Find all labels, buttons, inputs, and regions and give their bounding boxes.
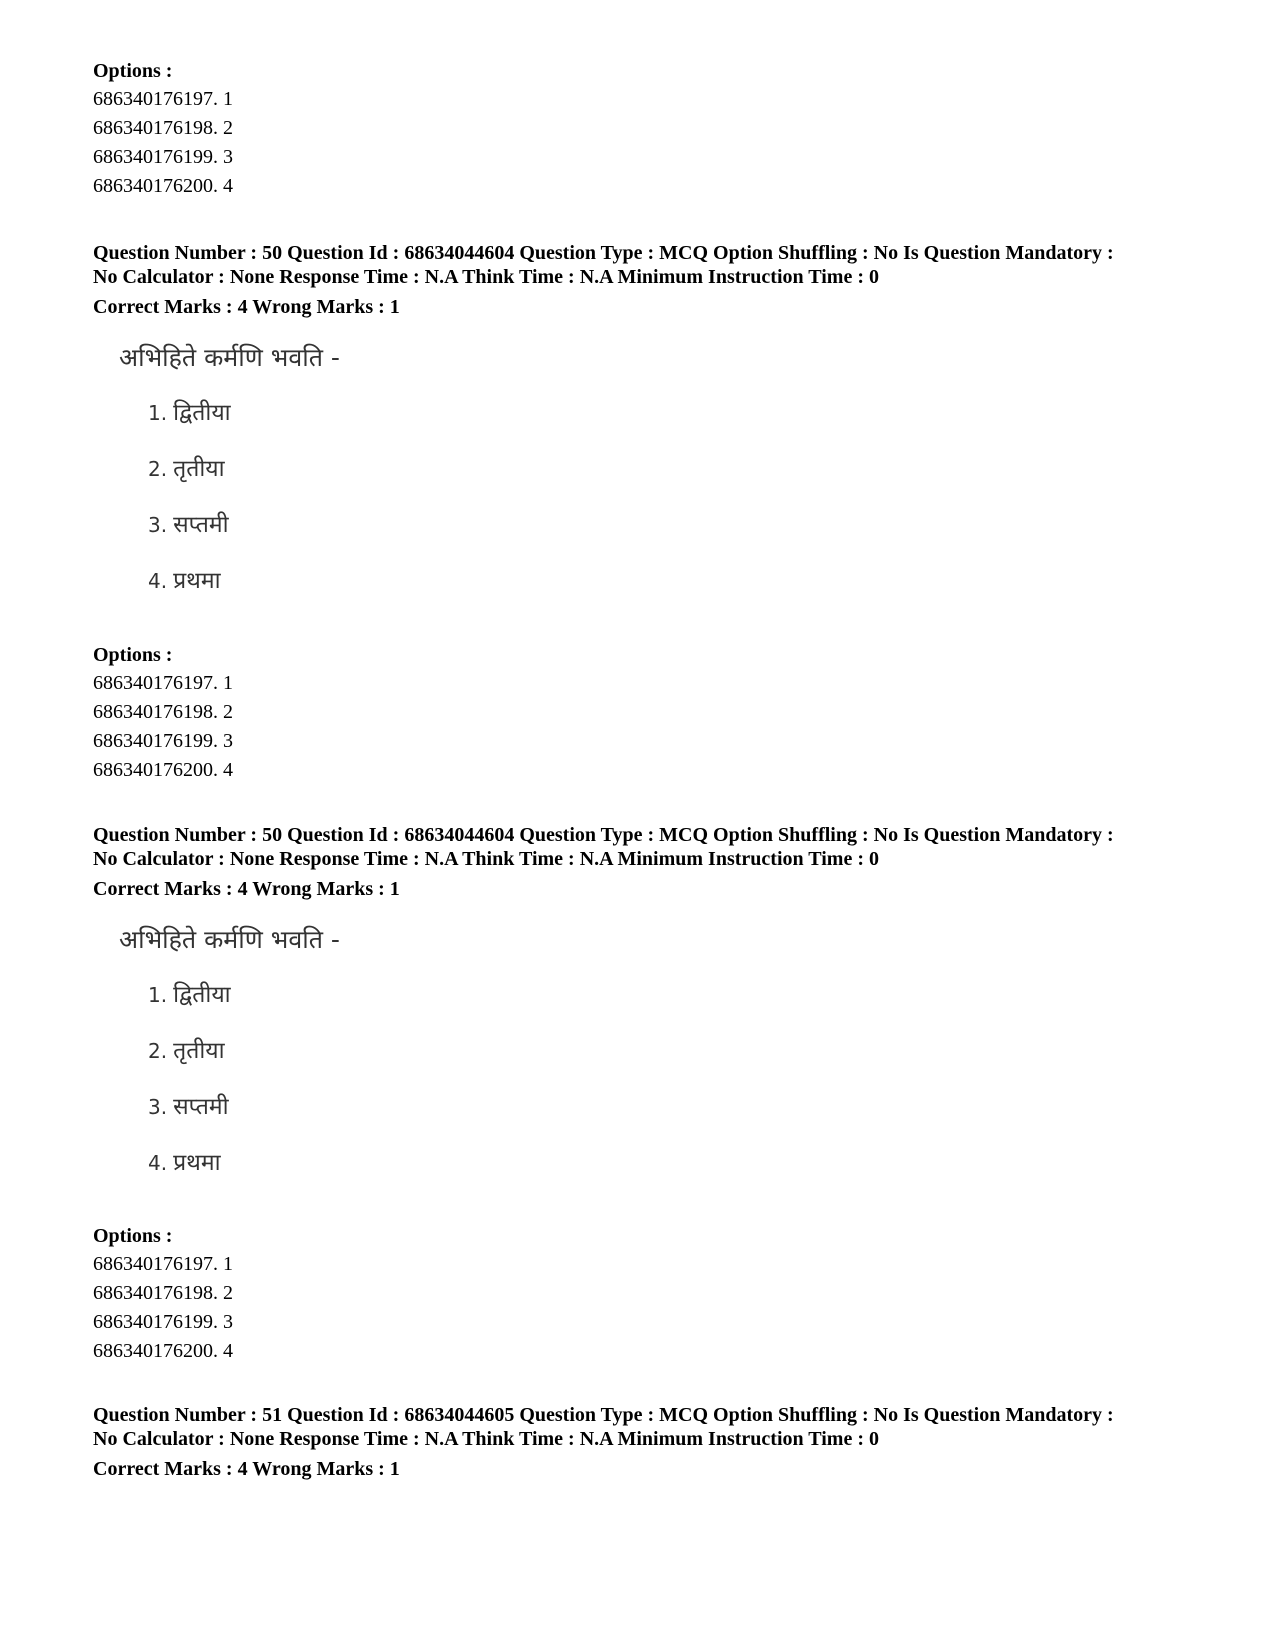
question-image	[93, 923, 393, 1213]
option-item: 686340176199. 3	[93, 1311, 233, 1333]
options-block	[93, 57, 1203, 201]
question-image	[93, 341, 393, 631]
choice-text: तृतीया	[173, 1038, 225, 1064]
question-choice	[148, 1035, 225, 1067]
choice-number: 1.	[148, 401, 168, 425]
option-item: 686340176199. 3	[93, 146, 233, 168]
choice-text: सप्तमी	[173, 1094, 229, 1120]
option-item: 686340176197. 1	[93, 88, 233, 110]
choice-number: 1.	[148, 983, 168, 1007]
question-choice	[148, 1147, 221, 1179]
option-item: 686340176198. 2	[93, 1282, 233, 1304]
choice-number: 3.	[148, 1095, 168, 1119]
question-choice	[148, 1091, 229, 1123]
question-choice	[148, 453, 225, 485]
question-header-line: Question Number : 50 Question Id : 68634044604 Question Type : MCQ Option Shuffling : No Is Question Mandatory :	[93, 824, 1114, 846]
question-header-line: No Calculator : None Response Time : N.A Think Time : N.A Minimum Instruction Time : 0	[93, 266, 879, 288]
question-block	[93, 241, 1203, 631]
question-block	[93, 823, 1203, 1213]
question-marks: Correct Marks : 4 Wrong Marks : 1	[93, 1458, 400, 1480]
choice-number: 3.	[148, 513, 168, 537]
choice-text: तृतीया	[173, 456, 225, 482]
question-stem: अभिहिते कर्मणि भवति -	[119, 343, 340, 372]
question-marks: Correct Marks : 4 Wrong Marks : 1	[93, 878, 400, 900]
choice-number: 2.	[148, 1039, 168, 1063]
question-choice	[148, 565, 221, 597]
option-item: 686340176198. 2	[93, 117, 233, 139]
question-header-line: No Calculator : None Response Time : N.A Think Time : N.A Minimum Instruction Time : 0	[93, 848, 879, 870]
question-marks: Correct Marks : 4 Wrong Marks : 1	[93, 296, 400, 318]
choice-number: 4.	[148, 1151, 168, 1175]
question-header-line: Question Number : 51 Question Id : 68634044605 Question Type : MCQ Option Shuffling : No Is Question Mandatory :	[93, 1404, 1114, 1426]
question-block	[93, 1403, 1203, 1481]
choice-text: द्वितीया	[173, 982, 231, 1008]
options-label: Options :	[93, 60, 173, 82]
question-header-line: Question Number : 50 Question Id : 68634044604 Question Type : MCQ Option Shuffling : No Is Question Mandatory :	[93, 242, 1114, 264]
option-item: 686340176197. 1	[93, 672, 233, 694]
option-item: 686340176200. 4	[93, 1340, 233, 1362]
options-block	[93, 1222, 1203, 1366]
option-item: 686340176200. 4	[93, 175, 233, 197]
question-choice	[148, 509, 229, 541]
choice-text: प्रथमा	[173, 1150, 221, 1176]
choice-number: 4.	[148, 569, 168, 593]
question-choice	[148, 979, 231, 1011]
options-label: Options :	[93, 1225, 173, 1247]
options-label: Options :	[93, 644, 173, 666]
option-item: 686340176200. 4	[93, 759, 233, 781]
choice-text: सप्तमी	[173, 512, 229, 538]
question-header-line: No Calculator : None Response Time : N.A Think Time : N.A Minimum Instruction Time : 0	[93, 1428, 879, 1450]
option-item: 686340176198. 2	[93, 701, 233, 723]
option-item: 686340176197. 1	[93, 1253, 233, 1275]
options-block	[93, 641, 1203, 785]
choice-number: 2.	[148, 457, 168, 481]
question-stem: अभिहिते कर्मणि भवति -	[119, 925, 340, 954]
option-item: 686340176199. 3	[93, 730, 233, 752]
question-choice	[148, 397, 231, 429]
choice-text: द्वितीया	[173, 400, 231, 426]
choice-text: प्रथमा	[173, 568, 221, 594]
